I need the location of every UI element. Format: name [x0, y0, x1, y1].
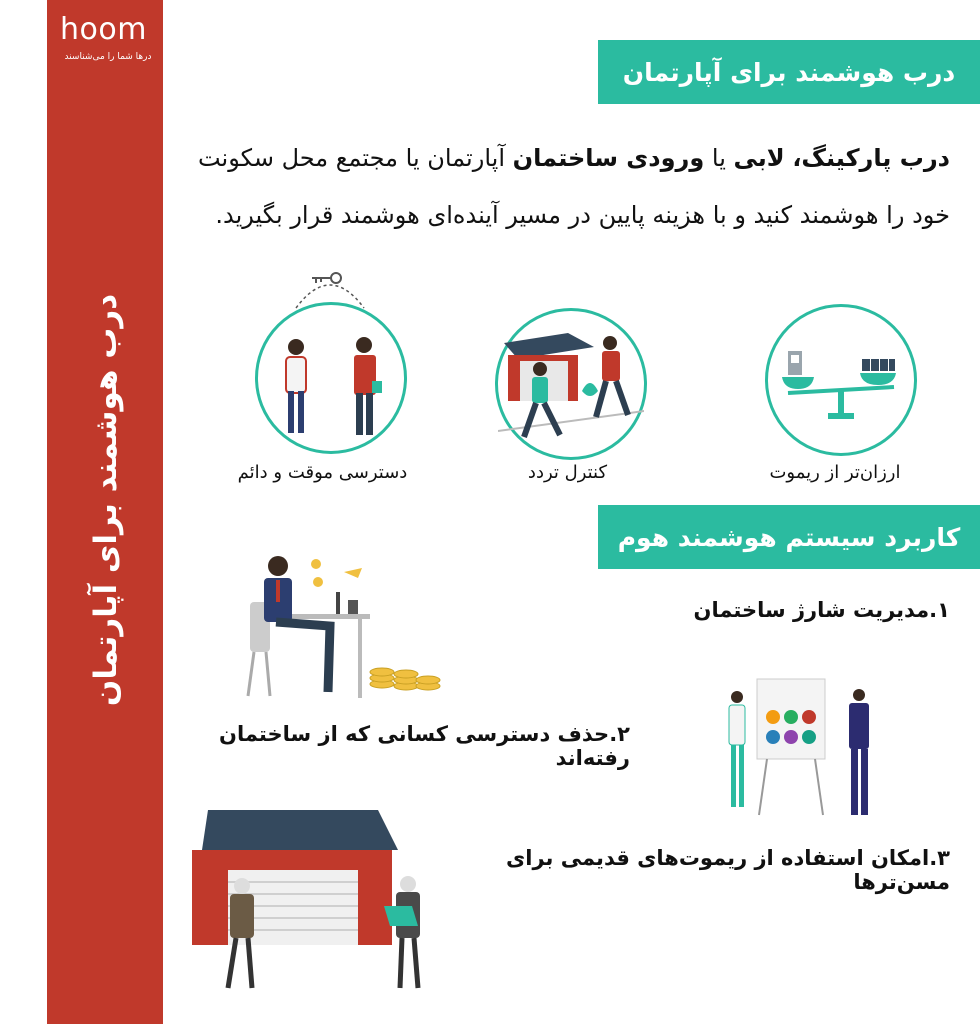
section-heading-apartment: درب هوشمند برای آپارتمان	[598, 40, 980, 104]
presentation-illustration	[715, 675, 895, 825]
feature-caption-access: دسترسی موقت و دائم	[237, 462, 408, 483]
desk-coins-illustration	[240, 552, 450, 702]
section-heading-usage: کاربرد سیستم هوشمند هوم	[598, 505, 980, 569]
logo-text: hoom	[60, 12, 147, 47]
side-title: درب هوشمند برای آپارتمان	[88, 293, 124, 707]
intro-paragraph	[180, 130, 950, 244]
garage-elderly-illustration	[188, 810, 438, 995]
scale-icon	[765, 304, 917, 456]
feature-caption-traffic: کنترل تردد	[527, 462, 608, 483]
usage-item-2: ۲.حذف دسترسی کسانی که از ساختمان رفته‌اند	[219, 722, 630, 770]
key-access-icon	[255, 302, 407, 454]
key-icon	[290, 268, 370, 312]
usage-item-1: ۱.مدیریت شارژ ساختمان	[693, 598, 950, 622]
paragraph-rest: آپارتمان یا مجتمع محل سکونت خود را هوشمند کنید و با هزینه پایین در مسیر آینده‌ای هوشمند قرار بگیرید.	[197, 144, 950, 229]
traffic-control-icon	[495, 308, 647, 460]
usage-item-3: ۳.امکان استفاده از ریموت‌های قدیمی برای مسن‌ترها	[506, 846, 950, 894]
logo-tagline: درها شما را می‌شناسند	[64, 52, 152, 62]
feature-caption-cheaper: ارزان‌تر از ریموت	[769, 462, 901, 483]
entrance-text: ورودی ساختمان	[512, 144, 705, 172]
brand-logo	[52, 10, 162, 70]
or-text: یا	[704, 144, 734, 172]
parking-text: درب پارکینگ،	[792, 144, 950, 172]
lobby-text: لابی	[733, 144, 785, 172]
